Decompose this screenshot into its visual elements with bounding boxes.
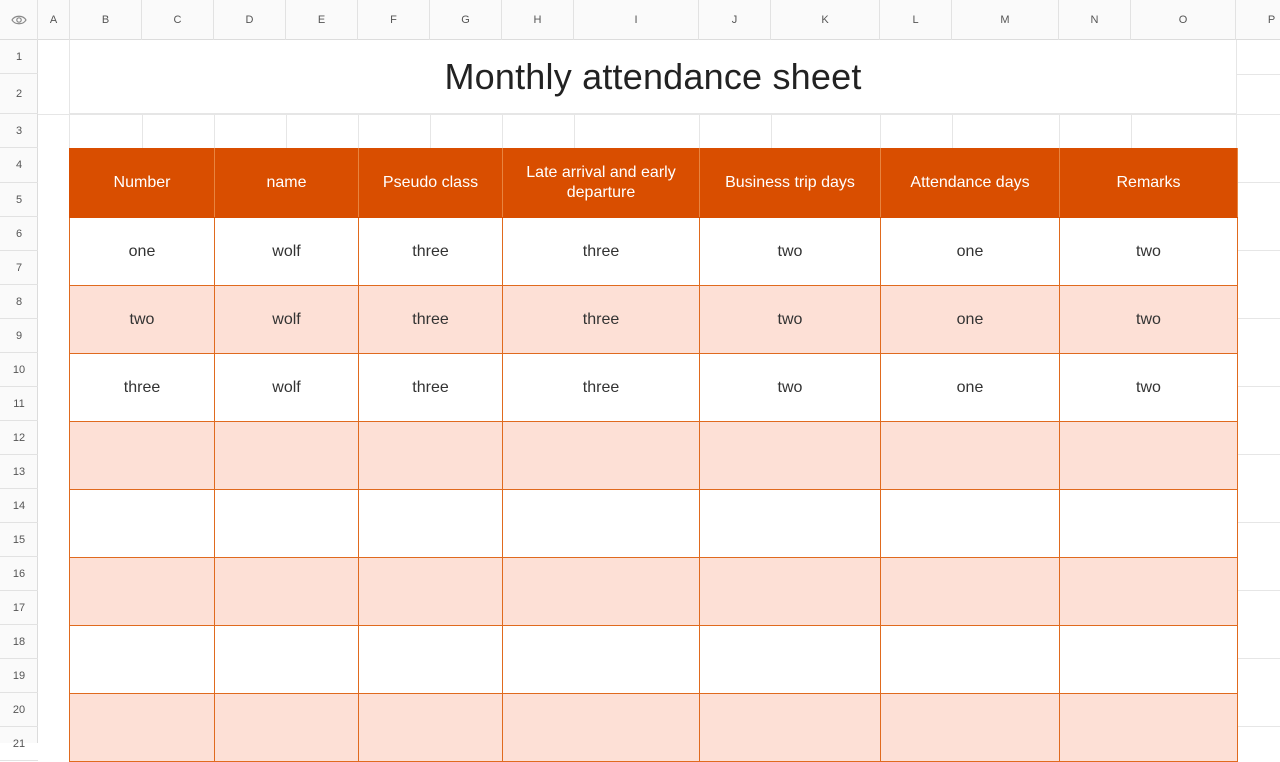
header-cell-number[interactable]: Number bbox=[70, 149, 215, 218]
attendance-table bbox=[69, 148, 1238, 762]
table-cell[interactable] bbox=[1060, 422, 1238, 490]
table-cell[interactable]: two bbox=[700, 218, 881, 286]
grid-line bbox=[1236, 74, 1280, 75]
table-cell[interactable] bbox=[881, 694, 1060, 762]
column-header-b[interactable]: B bbox=[70, 0, 142, 40]
row-header-20[interactable]: 20 bbox=[0, 693, 38, 727]
row-header-6[interactable]: 6 bbox=[0, 217, 38, 251]
table-row bbox=[70, 490, 1238, 558]
table-cell[interactable]: two bbox=[70, 286, 215, 354]
table-cell[interactable]: one bbox=[881, 218, 1060, 286]
column-header-o[interactable]: O bbox=[1131, 0, 1236, 40]
row-header-4[interactable]: 4 bbox=[0, 148, 38, 183]
table-cell[interactable] bbox=[359, 694, 503, 762]
table-cell[interactable] bbox=[881, 626, 1060, 694]
table-cell[interactable]: one bbox=[881, 354, 1060, 422]
column-header-g[interactable]: G bbox=[430, 0, 502, 40]
table-cell[interactable] bbox=[1060, 558, 1238, 626]
column-header-bar bbox=[0, 0, 1280, 40]
table-cell[interactable] bbox=[1060, 626, 1238, 694]
table-cell[interactable] bbox=[503, 626, 700, 694]
table-row bbox=[70, 218, 1238, 286]
table-cell[interactable]: two bbox=[1060, 286, 1238, 354]
table-row bbox=[70, 286, 1238, 354]
header-cell-remarks[interactable]: Remarks bbox=[1060, 149, 1238, 218]
grid-line bbox=[1131, 114, 1132, 148]
table-cell[interactable] bbox=[1060, 490, 1238, 558]
table-cell[interactable] bbox=[215, 490, 359, 558]
column-header-l[interactable]: L bbox=[880, 0, 952, 40]
table-row bbox=[70, 354, 1238, 422]
row-header-19[interactable]: 19 bbox=[0, 659, 38, 693]
table-cell[interactable] bbox=[700, 626, 881, 694]
table-cell[interactable]: three bbox=[359, 218, 503, 286]
row-header-21[interactable]: 21 bbox=[0, 727, 38, 761]
table-cell[interactable] bbox=[70, 626, 215, 694]
table-cell[interactable] bbox=[881, 558, 1060, 626]
table-cell[interactable] bbox=[359, 490, 503, 558]
grid-line bbox=[214, 114, 215, 148]
row-header-7[interactable]: 7 bbox=[0, 251, 38, 285]
row-header-17[interactable]: 17 bbox=[0, 591, 38, 625]
row-header-14[interactable]: 14 bbox=[0, 489, 38, 523]
row-header-13[interactable]: 13 bbox=[0, 455, 38, 489]
table-row bbox=[70, 694, 1238, 762]
table-cell[interactable] bbox=[1060, 694, 1238, 762]
header-cell-late-arrival[interactable]: Late arrival and early departure bbox=[503, 149, 700, 218]
table-header-row bbox=[70, 149, 1238, 218]
grid-line bbox=[142, 114, 143, 148]
column-header-p[interactable]: P bbox=[1236, 0, 1280, 40]
table-cell[interactable]: three bbox=[359, 286, 503, 354]
header-cell-attendance-days[interactable]: Attendance days bbox=[881, 149, 1060, 218]
table-cell[interactable] bbox=[700, 694, 881, 762]
grid-line bbox=[1236, 658, 1280, 659]
row-header-16[interactable]: 16 bbox=[0, 557, 38, 591]
column-header-j[interactable]: J bbox=[699, 0, 771, 40]
sheet-title: Monthly attendance sheet bbox=[444, 55, 862, 97]
column-header-d[interactable]: D bbox=[214, 0, 286, 40]
table-cell[interactable]: two bbox=[700, 286, 881, 354]
table-cell[interactable] bbox=[503, 694, 700, 762]
table-cell[interactable]: two bbox=[1060, 218, 1238, 286]
grid-line bbox=[574, 114, 575, 148]
table-cell[interactable]: two bbox=[1060, 354, 1238, 422]
table-cell[interactable]: one bbox=[70, 218, 215, 286]
table-cell[interactable] bbox=[359, 422, 503, 490]
table-cell[interactable] bbox=[70, 694, 215, 762]
grid-line bbox=[38, 114, 1280, 115]
column-header-i[interactable]: I bbox=[574, 0, 699, 40]
column-header-m[interactable]: M bbox=[952, 0, 1059, 40]
eye-icon[interactable] bbox=[11, 14, 27, 26]
grid-line bbox=[1236, 318, 1280, 319]
table-cell[interactable]: three bbox=[359, 354, 503, 422]
table-row bbox=[70, 558, 1238, 626]
grid-line bbox=[1236, 250, 1280, 251]
table-cell[interactable] bbox=[700, 490, 881, 558]
row-header-3[interactable]: 3 bbox=[0, 114, 38, 148]
select-all-corner[interactable] bbox=[0, 0, 38, 40]
row-header-bar bbox=[0, 40, 38, 750]
column-header-c[interactable]: C bbox=[142, 0, 214, 40]
row-header-18[interactable]: 18 bbox=[0, 625, 38, 659]
table-cell[interactable] bbox=[503, 422, 700, 490]
table-cell[interactable]: three bbox=[503, 286, 700, 354]
grid-line bbox=[1236, 522, 1280, 523]
row-header-11[interactable]: 11 bbox=[0, 387, 38, 421]
table-cell[interactable] bbox=[70, 558, 215, 626]
column-header-n[interactable]: N bbox=[1059, 0, 1131, 40]
grid-line bbox=[430, 114, 431, 148]
table-cell[interactable] bbox=[503, 558, 700, 626]
grid-line bbox=[1059, 114, 1060, 148]
table-cell[interactable] bbox=[359, 558, 503, 626]
row-header-1[interactable]: 1 bbox=[0, 40, 38, 74]
column-header-h[interactable]: H bbox=[502, 0, 574, 40]
row-header-15[interactable]: 15 bbox=[0, 523, 38, 557]
column-header-f[interactable]: F bbox=[358, 0, 430, 40]
grid-line bbox=[880, 114, 881, 148]
column-header-a[interactable]: A bbox=[38, 0, 70, 40]
row-header-12[interactable]: 12 bbox=[0, 421, 38, 455]
grid-line bbox=[771, 114, 772, 148]
table-cell[interactable] bbox=[700, 558, 881, 626]
header-cell-business-trip-days[interactable]: Business trip days bbox=[700, 149, 881, 218]
table-cell[interactable]: three bbox=[70, 354, 215, 422]
table-cell[interactable] bbox=[881, 490, 1060, 558]
row-header-2[interactable]: 2 bbox=[0, 74, 38, 114]
table-cell[interactable] bbox=[215, 422, 359, 490]
header-cell-name[interactable]: name bbox=[215, 149, 359, 218]
table-cell[interactable] bbox=[70, 422, 215, 490]
grid-line bbox=[1236, 454, 1280, 455]
table-cell[interactable] bbox=[70, 490, 215, 558]
table-cell[interactable] bbox=[215, 694, 359, 762]
table-cell[interactable]: two bbox=[700, 354, 881, 422]
title-cell[interactable] bbox=[70, 40, 1236, 114]
grid-line bbox=[699, 114, 700, 148]
table-cell[interactable] bbox=[503, 490, 700, 558]
table-cell[interactable]: three bbox=[503, 218, 700, 286]
grid-line bbox=[952, 114, 953, 148]
table-cell[interactable] bbox=[359, 626, 503, 694]
table-cell[interactable]: one bbox=[881, 286, 1060, 354]
column-header-e[interactable]: E bbox=[286, 0, 358, 40]
table-cell[interactable]: wolf bbox=[215, 354, 359, 422]
table-cell[interactable]: three bbox=[503, 354, 700, 422]
column-header-k[interactable]: K bbox=[771, 0, 880, 40]
grid-line bbox=[1236, 182, 1280, 183]
grid-line bbox=[502, 114, 503, 148]
row-header-5[interactable]: 5 bbox=[0, 183, 38, 217]
table-cell[interactable] bbox=[881, 422, 1060, 490]
header-cell-pseudo-class[interactable]: Pseudo class bbox=[359, 149, 503, 218]
grid-line bbox=[1236, 386, 1280, 387]
grid-line bbox=[286, 114, 287, 148]
table-row bbox=[70, 422, 1238, 490]
grid-line bbox=[1236, 726, 1280, 727]
row-header-9[interactable]: 9 bbox=[0, 319, 38, 353]
table-row bbox=[70, 626, 1238, 694]
table-cell[interactable] bbox=[700, 422, 881, 490]
table-cell[interactable] bbox=[215, 626, 359, 694]
table-cell[interactable] bbox=[215, 558, 359, 626]
table-cell[interactable]: wolf bbox=[215, 286, 359, 354]
grid-line bbox=[358, 114, 359, 148]
row-header-8[interactable]: 8 bbox=[0, 285, 38, 319]
row-header-10[interactable]: 10 bbox=[0, 353, 38, 387]
table-cell[interactable]: wolf bbox=[215, 218, 359, 286]
grid-line bbox=[1236, 590, 1280, 591]
